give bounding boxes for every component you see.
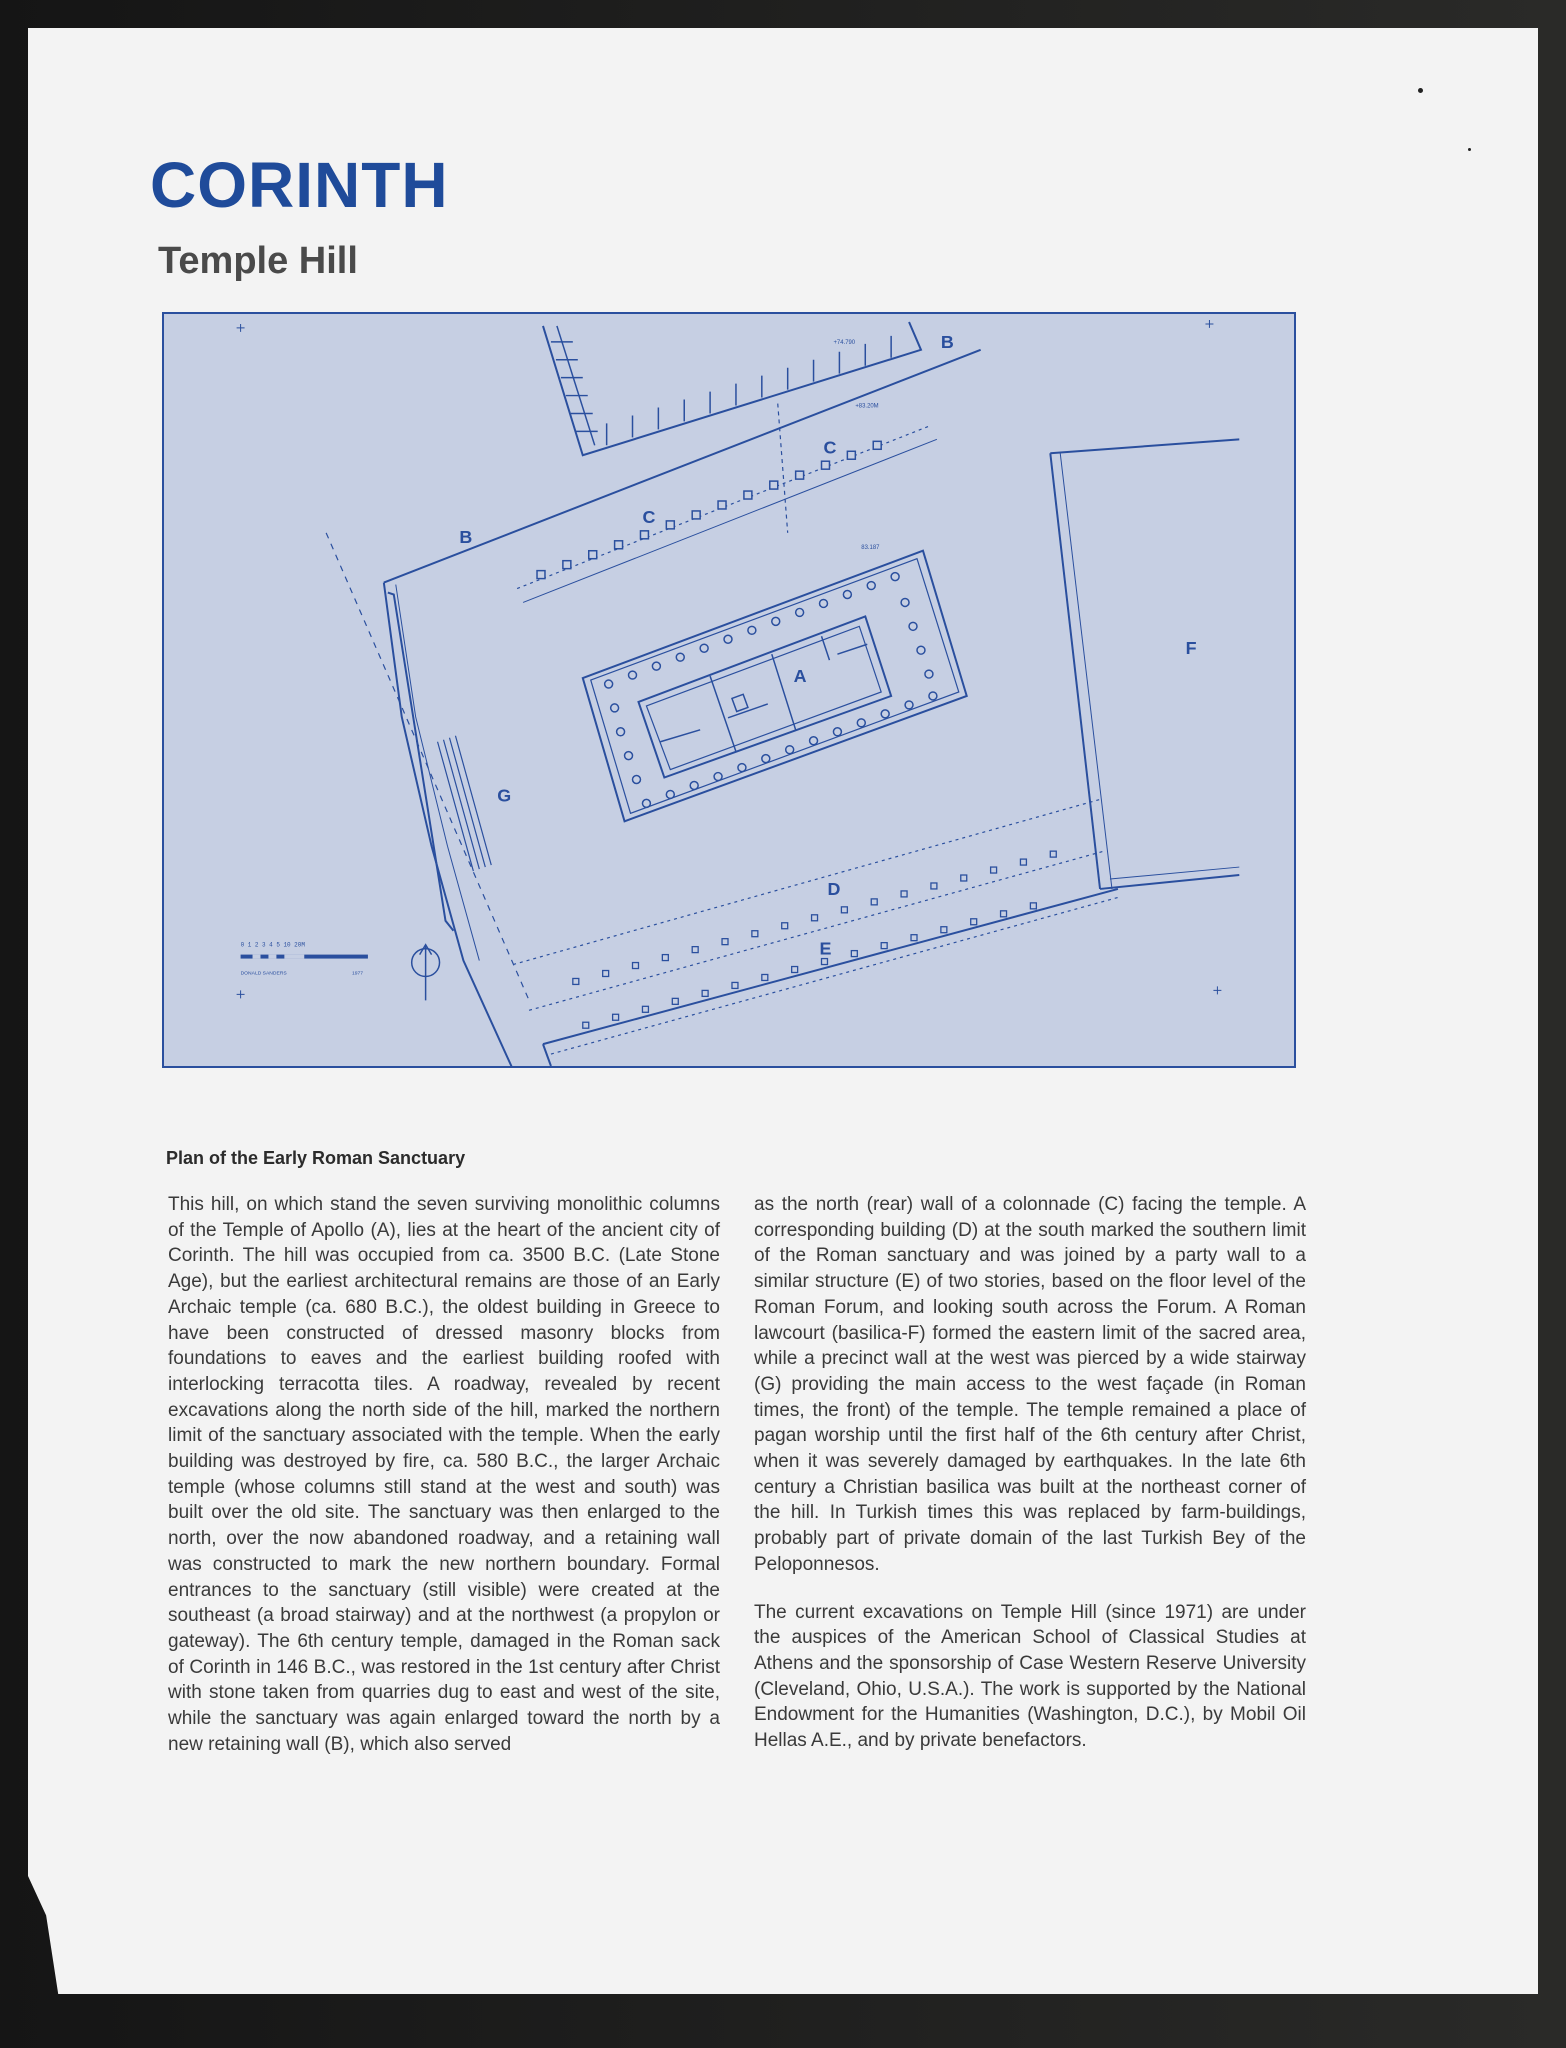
plan-label-e: E bbox=[819, 938, 832, 959]
plan-label-c: C bbox=[642, 506, 656, 527]
plan-label-b: B bbox=[940, 331, 954, 352]
plan-credit-year: 1977 bbox=[352, 971, 364, 977]
ink-speck bbox=[1418, 88, 1423, 93]
plan-label-f: F bbox=[1185, 638, 1197, 659]
plan-label-b: B bbox=[459, 526, 473, 547]
plan-credit-name: DONALD SANDERS bbox=[240, 971, 287, 977]
document-subtitle: Temple Hill bbox=[158, 240, 358, 282]
north-arrow-icon bbox=[412, 945, 440, 1001]
scale-label: 0 1 2 3 4 5 10 20M bbox=[240, 941, 305, 949]
figure-caption: Plan of the Early Roman Sanctuary bbox=[166, 1148, 466, 1168]
elevation-mark: +74.790 bbox=[833, 339, 856, 346]
document-title: CORINTH bbox=[150, 149, 449, 221]
stoa-d-e-columns bbox=[573, 851, 1056, 1028]
body-text-column-right bbox=[754, 1192, 1306, 1776]
scale-bar bbox=[241, 942, 368, 977]
colonnade-c-columns bbox=[537, 441, 881, 578]
body-text-column-left bbox=[168, 1192, 720, 1779]
site-plan-drawing bbox=[164, 314, 1294, 1066]
elevation-mark: +83.20M bbox=[855, 403, 879, 410]
plan-label-d: D bbox=[827, 878, 841, 899]
plan-label-c: C bbox=[823, 437, 837, 458]
site-plan bbox=[162, 312, 1296, 1068]
ink-speck bbox=[1468, 148, 1471, 151]
body-paragraph-continued: as the north (rear) wall of a colonnade (C) facing the temple. A corresponding building (D) at the south marked the southern limit of the Roman sanctuary and was joined by a party wall to a similar structure (E) of two stories, based on the floor level of the Roman Forum, and looking south across the Forum. A Roman lawcourt (basilica-F) formed the eastern limit of the sacred area, while a precinct wall at the west was pierced by a wide stairway (G) providing the main access to the west façade (in Roman times, the front) of the temple. The temple remained a place of pagan worship until the first half of the 6th century after Christ, when it was severely damaged by earthquakes. In the late 6th century a Christian basilica was built at the northeast corner of the hill. In Turkish times this was replaced by farm-buildings, probably part of private domain of the last Turkish Bey of the Peloponnesos. bbox=[754, 1194, 1306, 1575]
body-paragraph: This hill, on which stand the seven surviving monolithic columns of the Temple of Apollo (A), lies at the heart of the ancient city of Corinth. The hill was occupied from ca. 3500 B.C. (Late Stone Age), but the earliest architectural remains are those of an Early Archaic temple (ca. 680 B.C.), the oldest building in Greece to have been constructed of dressed masonry blocks from foundations to eaves and the earliest building roofed with interlocking terracotta tiles. A roadway, revealed by recent excavations along the north side of the hill, marked the northern limit of the sanctuary associated with the temple. When the early building was destroyed by fire, ca. 580 B.C., the larger Archaic temple (whose columns still stand at the west and south) was built over the old site. The sanctuary was then enlarged to the north, over the now abandoned roadway, and a retaining wall was constructed to mark the new northern boundary. Formal entrances to the sanctuary (still visible) were created at the southeast (a broad stairway) and at the northwest (a propylon or gateway). The 6th century temple, damaged in the Roman sack of Corinth in 146 B.C., was restored in the 1st century after Christ with stone taken from quarries dug to east and west of the site, while the sanctuary was again enlarged toward the north by a new retaining wall (B), which also served bbox=[168, 1194, 720, 1755]
plan-label-g: G bbox=[497, 785, 512, 806]
plan-label-a: A bbox=[793, 666, 807, 687]
elevation-mark: 83.187 bbox=[861, 544, 880, 551]
body-paragraph: The current excavations on Temple Hill (since 1971) are under the auspices of the American School of Classical Studies at Athens and the sponsorship of Case Western Reserve University (Cleveland, Ohio, U.S.A.). The work is supported by the National Endowment for the Humanities (Washington, D.C.), by Mobil Oil Hellas A.E., and by private benefactors. bbox=[754, 1601, 1306, 1752]
north-shops bbox=[551, 336, 891, 445]
